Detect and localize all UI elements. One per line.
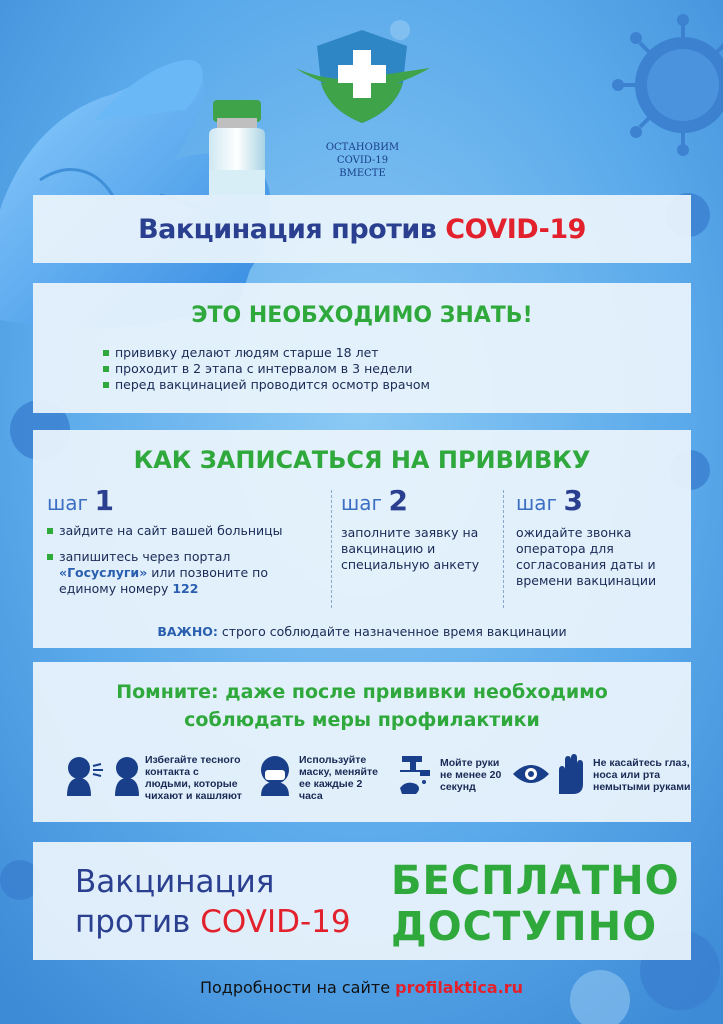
important-note: ВАЖНО: строго соблюдайте назначенное время вакцинации [157,624,567,639]
tip-4-text: Не касайтесь глаз, носа или рта немытыми руками [593,757,691,793]
tip-3-text: Мойте руки не менее 20 секунд [440,757,502,793]
list-item: запишитесь через портал «Госуслуги» или позвоните по единому номеру 122 [47,549,327,597]
logo-line-2: COVID-19 [336,155,389,166]
free-vaccination-right: БЕСПЛАТНО ДОСТУПНО [391,858,680,950]
footer: Подробности на сайте profilaktica.ru [199,978,524,997]
shield-cross-icon [295,28,430,123]
step-1-title: шаг 1 [47,484,114,517]
divider [331,490,332,608]
step-2-title: шаг 2 [341,484,408,517]
step-1 [47,484,327,597]
logo [295,28,430,188]
prevention-heading: Помните: даже после прививки необходимо соблюдать меры профилактики [116,681,608,731]
signup-panel [33,430,691,648]
tip-2-text: Используйте маску, меняйте ее каждые 2 часа [299,754,378,802]
step-2-text: заполните заявку на вакцинацию и специальную анкету [341,525,480,572]
list-item: перед вакцинацией проводится осмотр врачом [103,377,430,393]
site-link[interactable]: profilaktica.ru [395,978,524,997]
divider [503,490,504,608]
must-know-heading: ЭТО НЕОБХОДИМО ЗНАТЬ! [191,303,533,328]
step-3-text: ожидайте звонка оператора для согласования даты и времени вакцинации [516,525,657,588]
step-3 [516,484,676,589]
vaccine-vial-image [209,100,265,195]
free-vaccination-panel [33,842,691,960]
eye-hand-icon [511,754,591,796]
list-item: прививку делают людям старше 18 лет [103,345,430,361]
face-mask-icon [255,754,295,796]
title-panel [33,195,691,263]
title-highlight: COVID-19 [445,213,586,245]
phone-number: 122 [172,581,199,596]
gosuslugi-link[interactable]: «Госуслуги» [59,565,148,580]
signup-heading: КАК ЗАПИСАТЬСЯ НА ПРИВИВКУ [133,446,591,474]
wash-hands-icon [396,754,436,796]
people-talking-icon [63,754,143,796]
logo-line-1: ОСТАНОВИМ [325,142,400,153]
tip-1-text: Избегайте тесного контакта с людьми, которые чихают и кашляют [145,754,242,802]
step-3-title: шаг 3 [516,484,583,517]
free-vaccination-left: Вакцинация против COVID-19 [75,864,351,940]
title-prefix: Вакцинация против [138,213,446,245]
prevention-panel [33,662,691,822]
logo-line-3: ВМЕСТЕ [339,168,386,179]
list-item: проходит в 2 этапа с интервалом в 3 недели [103,361,430,377]
list-item: зайдите на сайт вашей больницы [47,523,327,539]
step-2 [341,484,501,573]
must-know-panel [33,283,691,413]
page-title [138,214,586,245]
